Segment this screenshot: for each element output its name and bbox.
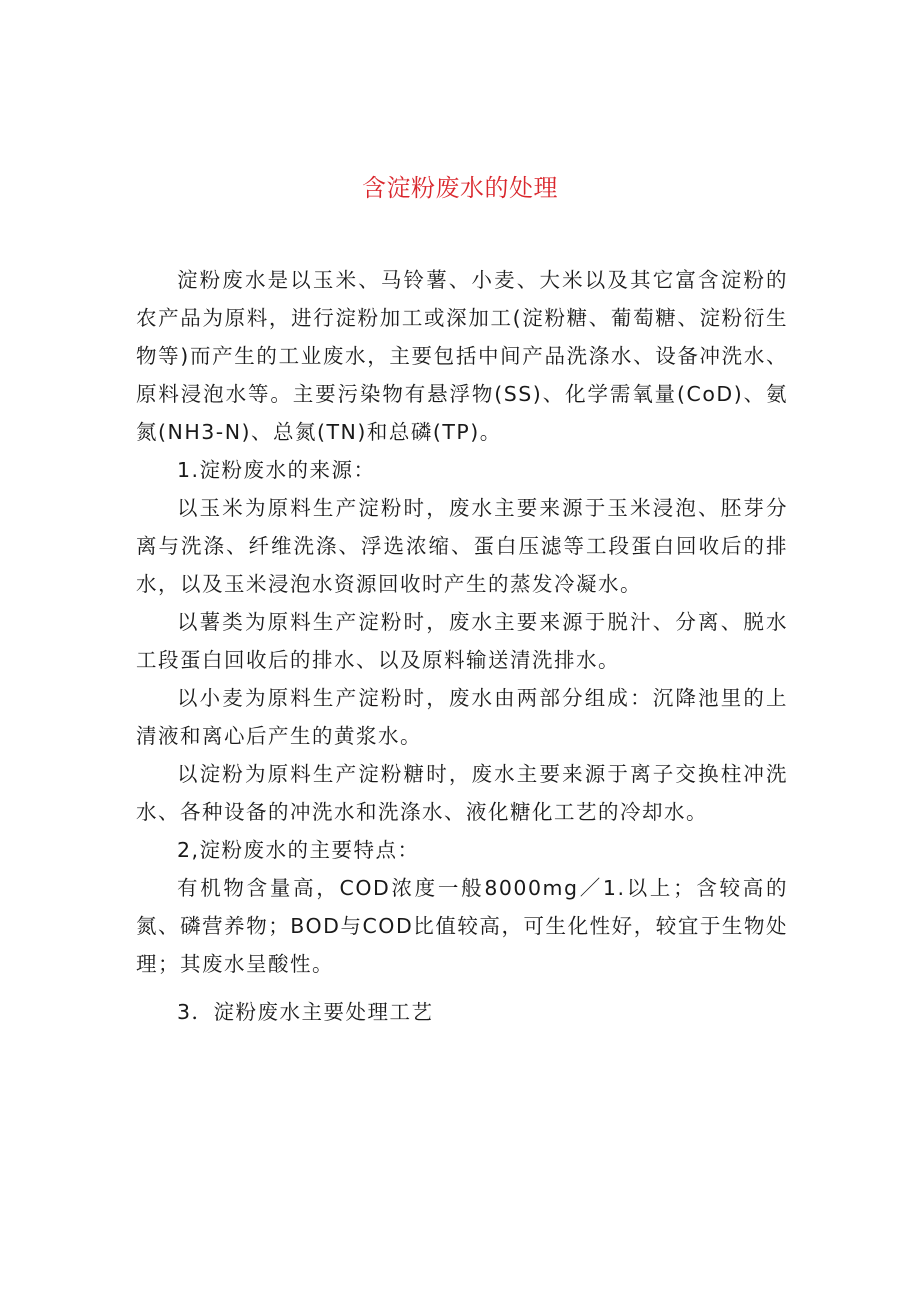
section-2-heading: 2,淀粉废水的主要特点：	[177, 838, 420, 862]
section-2-paragraph-features: 有机物含量高，COD浓度一般8000mg／1.以上；含较高的氮、磷营养物；BOD与COD比值较高，可生化性好，较宜于生物处理；其废水呈酸性。	[136, 876, 788, 976]
section-3-heading: 3．淀粉废水主要处理工艺	[177, 1000, 434, 1024]
document-body	[136, 261, 788, 1031]
section-1-paragraph-corn: 以玉米为原料生产淀粉时，废水主要来源于玉米浸泡、胚芽分离与洗涤、纤维洗涤、浮选浓缩、蛋白压滤等工段蛋白回收后的排水，以及玉米浸泡水资源回收时产生的蒸发冷凝水。	[136, 496, 788, 596]
section-1-paragraph-starch-sugar: 以淀粉为原料生产淀粉糖时，废水主要来源于离子交换柱冲洗水、各种设备的冲洗水和洗涤水、液化糖化工艺的冷却水。	[136, 762, 788, 824]
document-title: 含淀粉废水的处理	[362, 174, 558, 202]
section-1-paragraph-tuber: 以薯类为原料生产淀粉时，废水主要来源于脱汁、分离、脱水工段蛋白回收后的排水、以及原料输送清洗排水。	[136, 610, 788, 672]
section-1-paragraph-wheat: 以小麦为原料生产淀粉时，废水由两部分组成：沉降池里的上清液和离心后产生的黄浆水。	[136, 686, 788, 748]
section-1-heading: 1.淀粉废水的来源：	[177, 458, 376, 482]
intro-paragraph: 淀粉废水是以玉米、马铃薯、小麦、大米以及其它富含淀粉的农产品为原料，进行淀粉加工或深加工(淀粉糖、葡萄糖、淀粉衍生物等)而产生的工业废水，主要包括中间产品洗涤水、设备冲洗水、原料浸泡水等。主要污染物有悬浮物(SS)、化学需氧量(CoD)、氨氮(NH3-N)、总氮(TN)和总磷(TP)。	[136, 268, 788, 444]
